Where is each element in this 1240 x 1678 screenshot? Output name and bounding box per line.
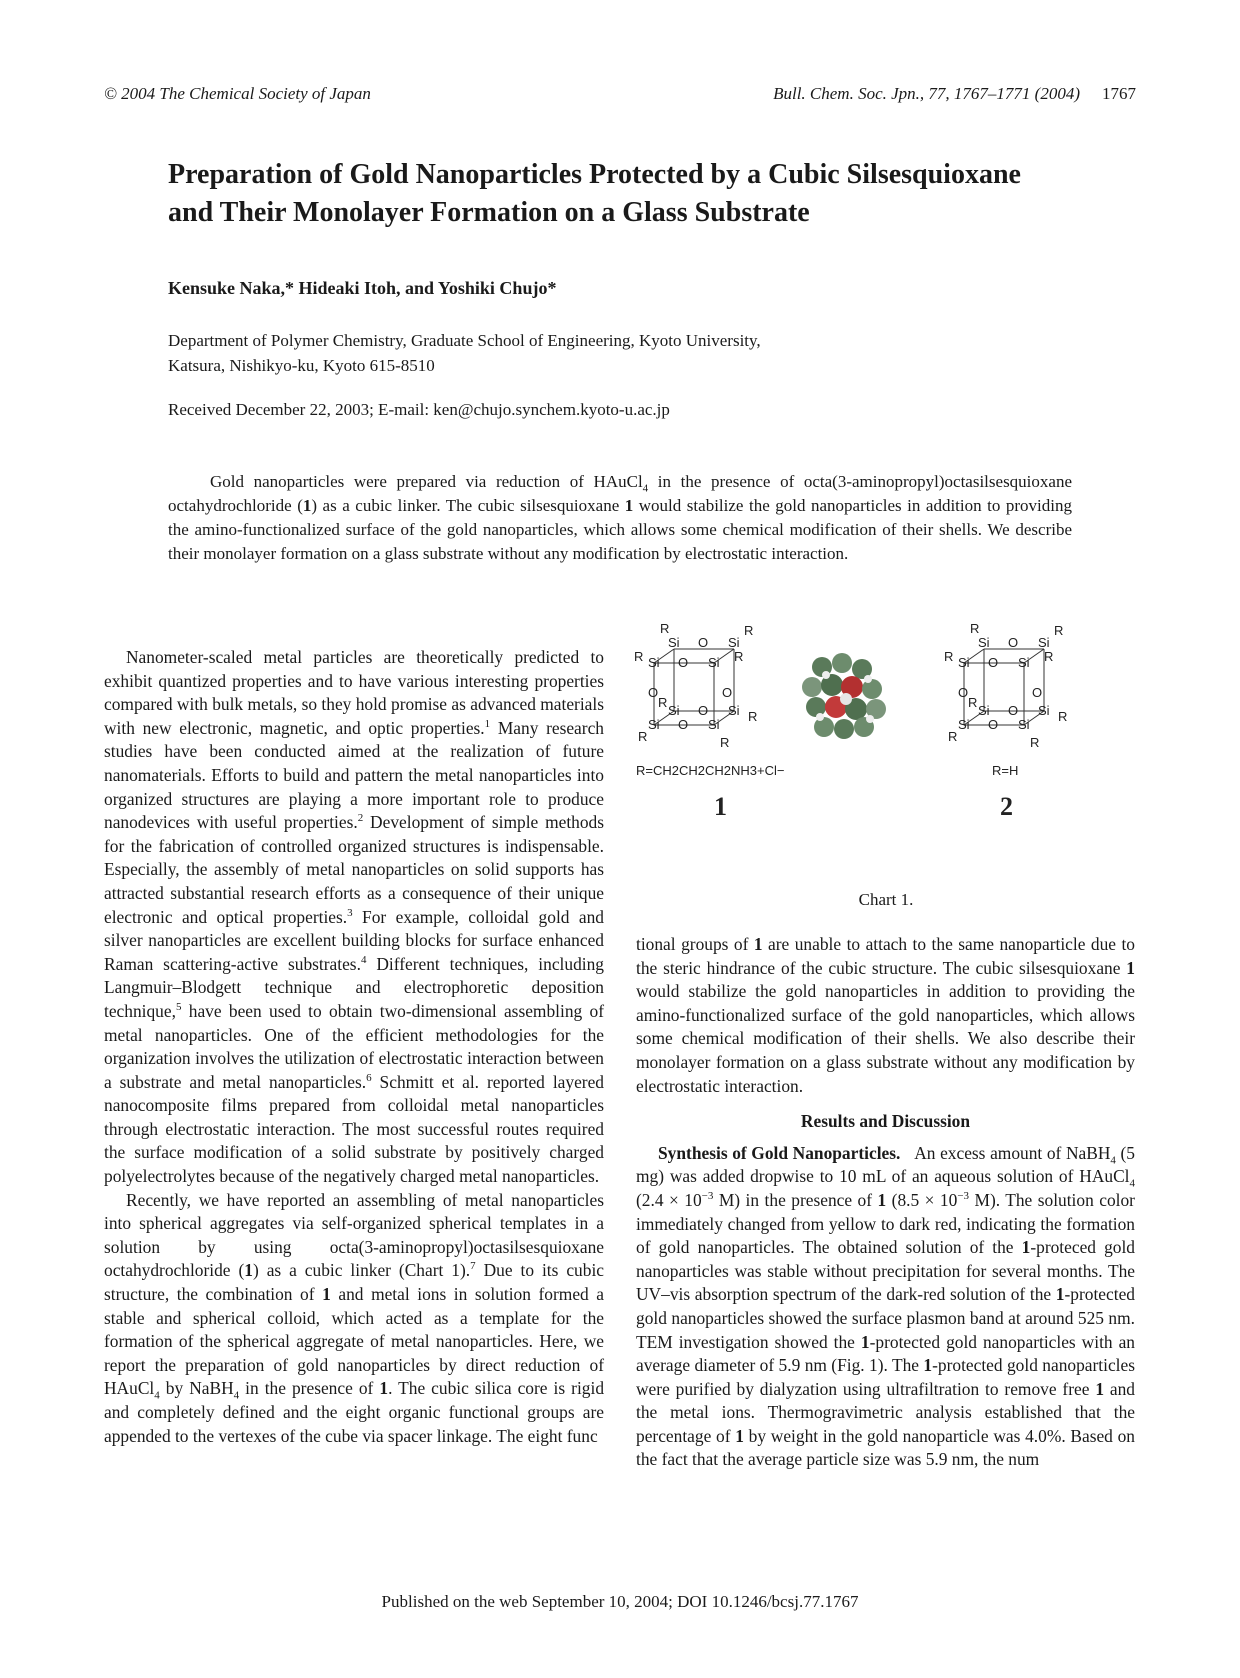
- atom-si: Si: [1018, 717, 1030, 732]
- atom-si: Si: [1018, 655, 1030, 670]
- atom-r: R: [660, 621, 670, 636]
- paragraph: Synthesis of Gold Nanoparticles. An excess amount of NaBH$_4$ (5 mg) was added dropwise to 10 mL of an aqueous solution of HAuCl$_4$ ($2.4 \times 10^{-3}$ M) in the presence of 1 ($8.5 \times 10^{-3}$ M). The solution color immediately changed from yellow to dark red, indicating the formation of gold nanoparticles. The obtained solution of the 1-proteced gold nanoparticles was stable without precipitation for several months. The UV–vis absorption spectrum of the dark-red solution of the 1-protected gold nanoparticles showed the surface plasmon band at around 525 nm. TEM investigation showed the 1-protected gold nanoparticles with an average diameter of 5.9 nm (Fig. 1). The 1-protected gold nanoparticles were purified by dialyzation using ultrafiltration to remove free 1 and the metal ions. Thermogravimetric analysis established that the percentage of 1 by weight in the gold nanoparticle was 4.0%. Based on the fact that the average particle size was 5.9 nm, the num: [636, 1142, 1135, 1470]
- atom-r: R: [658, 695, 668, 710]
- atom-r: R: [748, 709, 758, 724]
- footer-doi: Published on the web September 10, 2004; DOI 10.1246/bcsj.77.1767: [381, 1592, 859, 1611]
- atom-si: Si: [958, 717, 970, 732]
- abstract: Gold nanoparticles were prepared via reduction of HAuCl$_4$ in the presence of octa(3-aminopropyl)octasilsesquioxane octahydrochloride (1) as a cubic linker. The cubic silsesquioxane 1 would stabilize the gold nanoparticles in addition to providing the amino-functionalized surface of the gold nanoparticles, which allows some chemical modification of their shells. We describe their monolayer formation on a glass substrate without any modification by electrostatic interaction.: [168, 472, 1072, 563]
- affiliation-line-2: Katsura, Nishikyo-ku, Kyoto 615-8510: [168, 356, 435, 375]
- r-definition-1: R=CH2CH2CH2NH3+Cl−: [636, 763, 785, 778]
- paragraph: tional groups of 1 are unable to attach to the same nanoparticle due to the steric hindrance of the cubic structure. The cubic silsesquioxane 1 would stabilize the gold nanoparticles in addition to providing the amino-functionalized surface of the gold nanoparticles, which allows some chemical modification of their shells. We also describe their monolayer formation on a glass substrate without any modification by electrostatic interaction.: [636, 934, 1135, 1096]
- atom-o: O: [988, 717, 999, 732]
- atom-si: Si: [1038, 703, 1050, 718]
- compound-label-2: 2: [1000, 792, 1013, 821]
- atom-si: Si: [708, 655, 720, 670]
- authors: Kensuke Naka,* Hideaki Itoh, and Yoshiki Chujo*: [168, 278, 557, 298]
- atom-o: O: [988, 655, 999, 670]
- atom-si: Si: [668, 635, 680, 650]
- journal-citation: Bull. Chem. Soc. Jpn., 77, 1767–1771 (2004): [773, 84, 1080, 103]
- structure-2-atoms: [944, 621, 1067, 750]
- right-column-body: [636, 933, 1135, 1472]
- title-line-1: Preparation of Gold Nanoparticles Protected by a Cubic Silsesquioxane: [168, 159, 1021, 190]
- r-definition-2: R=H: [992, 763, 1019, 778]
- atom-o: O: [648, 685, 659, 700]
- atom-r: R: [1058, 709, 1068, 724]
- chart-1-structures: [634, 621, 1136, 875]
- atom-r: R: [638, 729, 648, 744]
- atom-si: Si: [978, 703, 990, 718]
- atom-r: R: [734, 649, 744, 664]
- atom-o: O: [678, 717, 689, 732]
- atom-r: R: [1054, 623, 1064, 638]
- atom-si: Si: [708, 717, 720, 732]
- received-email: Received December 22, 2003; E-mail: ken@chujo.synchem.kyoto-u.ac.jp: [168, 400, 670, 419]
- paper-title: [168, 156, 1108, 232]
- atom-r: R: [1030, 735, 1040, 750]
- page-number: 1767: [1102, 84, 1136, 103]
- atom-r: R: [634, 649, 644, 664]
- title-line-2: and Their Monolayer Formation on a Glass Substrate: [168, 197, 810, 228]
- atom-o: O: [1008, 703, 1019, 718]
- structure-1-atoms: [634, 621, 757, 750]
- affiliation-line-1: Department of Polymer Chemistry, Graduate School of Engineering, Kyoto University,: [168, 331, 761, 350]
- running-header-citation: [773, 84, 1136, 104]
- atom-si: Si: [1038, 635, 1050, 650]
- left-column-body: [104, 646, 604, 1448]
- paragraph: Recently, we have reported an assembling of metal nanoparticles into spherical aggregates via self-organized spherical templates in a solution by using octa(3-aminopropyl)octasilsesquioxane octahydrochloride (1) as a cubic linker (Chart 1).$^7$ Due to its cubic structure, the combination of 1 and metal ions in solution formed a stable and spherical colloid, which acted as a template for the formation of the spherical aggregate of metal nanoparticles. Here, we report the preparation of gold nanoparticles by direct reduction of HAuCl$_4$ by NaBH$_4$ in the presence of 1. The cubic silica core is rigid and completely defined and the eight organic functional groups are appended to the vertexes of the cube via spacer linkage. The eight func: [104, 1189, 605, 1446]
- chart-caption: Chart 1.: [858, 890, 914, 909]
- atom-si: Si: [648, 717, 660, 732]
- atom-r: R: [944, 649, 954, 664]
- atom-r: R: [1044, 649, 1054, 664]
- atom-si: Si: [648, 655, 660, 670]
- affiliation: [168, 328, 761, 378]
- atom-si: Si: [668, 703, 680, 718]
- compound-label-1: 1: [714, 792, 727, 821]
- atom-o: O: [958, 685, 969, 700]
- atom-r: R: [720, 735, 730, 750]
- atom-o: O: [1032, 685, 1043, 700]
- atom-r: R: [970, 621, 980, 636]
- space-filling-model: [802, 653, 886, 739]
- atom-o: O: [1008, 635, 1019, 650]
- section-heading-results: Results and Discussion: [800, 1111, 971, 1132]
- atom-r: R: [968, 695, 978, 710]
- paragraph: Nanometer-scaled metal particles are theoretically predicted to exhibit quantized properties and to have various interesting properties compared with bulk metals, so they hold promise as advanced materials with new electronic, magnetic, and optic properties.$^1$ Many research studies have been conducted aimed at the realization of future nanomaterials. Efforts to build and pattern the metal nanoparticles into organized structures are playing a more important role to produce nanodevices with useful properties.$^2$ Development of simple methods for the fabrication of controlled organized structures is indispensable. Especially, the assembly of metal nanoparticles on solid supports has attracted substantial research efforts as a consequence of their unique electronic and optical properties.$^3$ For example, colloidal gold and silver nanoparticles are excellent building blocks for surface enhanced Raman scattering-active substrates.$^4$ Different techniques, including Langmuir–Blodgett technique and electrophoretic deposition technique,$^5$ have been used to obtain two-dimensional assembling of metal nanoparticles. One of the efficient methodologies for the organization involves the utilization of electrostatic interaction between a substrate and metal nanoparticles.$^6$ Schmitt et al. reported layered nanocomposite films prepared from colloidal metal nanoparticles through electrostatic interaction. The most successful routes required the surface modification of a solid substrate by positively charged polyelectrolytes because of the negatively charged metal nanoparticles.: [104, 647, 605, 1187]
- atom-o: O: [722, 685, 733, 700]
- atom-r: R: [744, 623, 754, 638]
- atom-si: Si: [978, 635, 990, 650]
- atom-o: O: [698, 703, 709, 718]
- atom-o: O: [678, 655, 689, 670]
- atom-o: O: [698, 635, 709, 650]
- atom-si: Si: [728, 635, 740, 650]
- atom-si: Si: [958, 655, 970, 670]
- atom-si: Si: [728, 703, 740, 718]
- atom-r: R: [948, 729, 958, 744]
- running-header-copyright: © 2004 The Chemical Society of Japan: [104, 84, 371, 103]
